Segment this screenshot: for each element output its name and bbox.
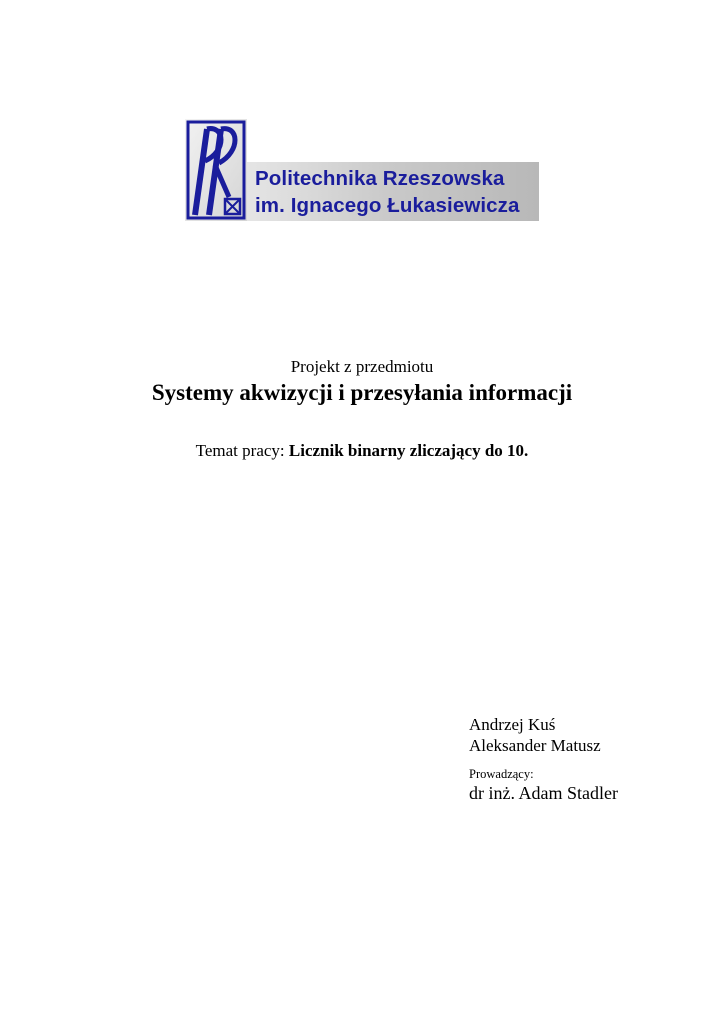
subject-label: Projekt z przedmiotu: [290, 357, 434, 376]
supervisor-label: Prowadzący:: [469, 767, 534, 781]
subject-title: Systemy akwizycji i przesyłania informacji: [151, 380, 573, 405]
logo-line-1: Politechnika Rzeszowska: [255, 167, 505, 190]
topic-label: Temat pracy:: [195, 441, 285, 460]
author-name: Aleksander Matusz: [469, 736, 601, 755]
supervisor-name: dr inż. Adam Stadler: [469, 783, 618, 803]
author-name: Andrzej Kuś: [469, 715, 556, 734]
logo-line-2: im. Ignacego Łukasiewicza: [255, 194, 520, 217]
topic-value: Licznik binarny zliczający do 10.: [288, 441, 529, 460]
topic-line: [0, 441, 724, 461]
university-logo: [185, 119, 539, 221]
pr-emblem-icon: [185, 119, 247, 221]
authors-block: [469, 714, 709, 804]
